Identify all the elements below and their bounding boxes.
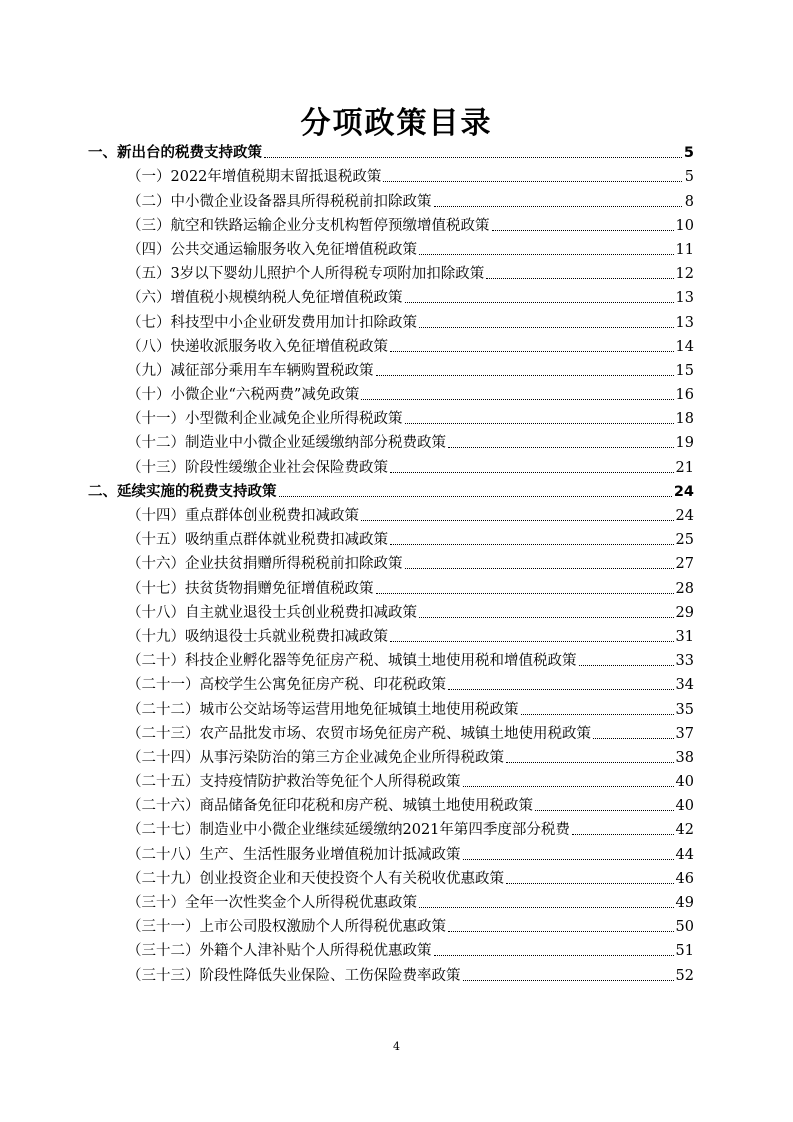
dot-leader <box>390 471 674 473</box>
toc-page-number: 15 <box>675 362 694 379</box>
toc-page-number: 13 <box>675 314 694 331</box>
toc-entry[interactable] <box>88 673 694 697</box>
toc-entry[interactable] <box>88 625 694 649</box>
dot-leader <box>390 350 674 352</box>
toc-page-number: 18 <box>675 411 694 428</box>
toc-entry[interactable] <box>88 794 694 818</box>
toc-entry-label: （六）增值税小规模纳税人免征增值税政策 <box>127 290 403 307</box>
toc-entry-label: （二十五）支持疫情防护救治等免征个人所得税政策 <box>127 774 461 791</box>
toc-entry-label: （十五）吸纳重点群体就业税费扣减政策 <box>127 532 388 549</box>
toc-entry-label: （二十七）制造业中小微企业继续延缓缴纳2021年第四季度部分税费 <box>127 822 570 839</box>
toc-entry[interactable] <box>88 842 694 866</box>
toc-entry-label: （二十八）生产、生活性服务业增值税加计抵减政策 <box>127 846 461 863</box>
toc-entry[interactable] <box>88 165 694 189</box>
toc-page-number: 46 <box>675 870 694 887</box>
toc-entry-label: （五）3岁以下婴幼儿照护个人所得税专项附加扣除政策 <box>127 266 485 283</box>
dot-leader <box>419 906 674 908</box>
toc-page-number: 40 <box>675 774 694 791</box>
toc-entry-label: （二十四）从事污染防治的第三方企业减免企业所得税政策 <box>127 749 504 766</box>
toc-page-number: 12 <box>675 266 694 283</box>
toc-page-number: 19 <box>675 435 694 452</box>
toc-entry-label: （十二）制造业中小微企业延缓缴纳部分税费政策 <box>127 435 446 452</box>
toc-entry[interactable] <box>88 504 694 528</box>
dot-leader <box>376 592 674 594</box>
dot-leader <box>390 543 674 545</box>
dot-leader <box>361 519 674 521</box>
toc-entry-label: （十七）扶贫货物捐赠免征增值税政策 <box>127 580 374 597</box>
dot-leader <box>463 785 674 787</box>
dot-leader <box>419 326 674 328</box>
toc-entry[interactable] <box>88 431 694 455</box>
toc-entry-label: （七）科技型中小企业研发费用加计扣除政策 <box>127 314 417 331</box>
toc-entry-label: （三十二）外籍个人津补贴个人所得税优惠政策 <box>127 943 432 960</box>
toc-page-number: 33 <box>675 653 694 670</box>
toc-page-number: 10 <box>675 217 694 234</box>
toc-entry[interactable] <box>88 335 694 359</box>
toc-entry[interactable] <box>88 552 694 576</box>
toc-entry[interactable] <box>88 891 694 915</box>
dot-leader <box>492 229 674 231</box>
toc-entry[interactable] <box>88 286 694 310</box>
dot-leader <box>264 156 682 158</box>
dot-leader <box>419 253 674 255</box>
table-of-contents <box>88 141 694 988</box>
toc-page-number: 16 <box>675 387 694 404</box>
toc-entry-label: （二十三）农产品批发市场、农贸市场免征房产税、城镇土地使用税政策 <box>127 725 591 742</box>
toc-entry[interactable] <box>88 818 694 842</box>
toc-page-number: 5 <box>684 169 694 186</box>
toc-entry[interactable] <box>88 770 694 794</box>
toc-entry-label: （二十九）创业投资企业和天使投资个人有关税收优惠政策 <box>127 870 504 887</box>
toc-page-number: 52 <box>675 967 694 984</box>
toc-entry[interactable] <box>88 649 694 673</box>
toc-entry-label: （四）公共交通运输服务收入免征增值税政策 <box>127 241 417 258</box>
toc-entry-label: 二、延续实施的税费支持政策 <box>88 483 277 500</box>
dot-leader <box>383 180 682 182</box>
toc-page-number: 13 <box>675 290 694 307</box>
toc-entry[interactable] <box>88 939 694 963</box>
dot-leader <box>279 495 672 497</box>
toc-page-number: 35 <box>675 701 694 718</box>
toc-entry[interactable] <box>88 262 694 286</box>
toc-entry[interactable] <box>88 746 694 770</box>
toc-entry[interactable] <box>88 238 694 262</box>
toc-page-number: 50 <box>675 919 694 936</box>
toc-entry-label: （三）航空和铁路运输企业分支机构暂停预缴增值税政策 <box>127 217 490 234</box>
toc-entry-label: （三十三）阶段性降低失业保险、工伤保险费率政策 <box>127 967 461 984</box>
toc-page-number: 11 <box>675 241 694 258</box>
toc-entry[interactable] <box>88 407 694 431</box>
toc-page-number: 25 <box>675 532 694 549</box>
dot-leader <box>535 809 674 811</box>
dot-leader <box>506 882 674 884</box>
dot-leader <box>506 761 674 763</box>
toc-entry-label: （十八）自主就业退役士兵创业税费扣减政策 <box>127 604 417 621</box>
dot-leader <box>405 301 674 303</box>
dot-leader <box>486 277 673 279</box>
toc-entry[interactable] <box>88 722 694 746</box>
dot-leader <box>593 737 674 739</box>
dot-leader <box>419 616 674 618</box>
toc-entry-label: （二十六）商品储备免征印花税和房产税、城镇土地使用税政策 <box>127 798 533 815</box>
toc-page-number: 28 <box>675 580 694 597</box>
toc-page-number: 24 <box>675 508 694 524</box>
toc-entry-label: （一）2022年增值税期末留抵退税政策 <box>127 169 382 186</box>
toc-entry-label: （九）减征部分乘用车车辆购置税政策 <box>127 362 374 379</box>
toc-entry[interactable] <box>88 310 694 334</box>
toc-entry-label: （十三）阶段性缓缴企业社会保险费政策 <box>127 459 388 476</box>
toc-entry-label: （三十）全年一次性奖金个人所得税优惠政策 <box>127 895 417 911</box>
toc-page-number: 42 <box>675 822 694 839</box>
dot-leader <box>390 640 674 642</box>
toc-entry-label: （二十）科技企业孵化器等免征房产税、城镇土地使用税和增值税政策 <box>127 653 577 670</box>
toc-entry-label: （十）小微企业“六税两费”减免政策 <box>127 387 360 404</box>
dot-leader <box>463 858 674 860</box>
toc-page-number: 8 <box>684 193 694 210</box>
toc-entry[interactable] <box>88 601 694 625</box>
toc-page-number: 31 <box>675 628 694 645</box>
dot-leader <box>434 954 674 956</box>
dot-leader <box>448 688 674 690</box>
footer-page-number: 4 <box>393 1040 400 1053</box>
toc-entry[interactable] <box>88 867 694 891</box>
toc-entry-label: （十四）重点群体创业税费扣减政策 <box>127 508 359 524</box>
toc-entry[interactable] <box>88 697 694 721</box>
toc-page-number: 5 <box>683 145 694 162</box>
dot-leader <box>463 979 674 981</box>
toc-entry[interactable] <box>88 189 694 213</box>
dot-leader <box>361 398 673 400</box>
toc-page-number: 44 <box>675 846 694 863</box>
toc-section-heading[interactable] <box>88 141 694 165</box>
toc-entry[interactable] <box>88 915 694 939</box>
toc-page-number: 14 <box>675 338 694 355</box>
toc-entry-label: （八）快递收派服务收入免征增值税政策 <box>127 338 388 355</box>
dot-leader <box>448 930 674 932</box>
toc-page-number: 37 <box>675 725 694 742</box>
dot-leader <box>448 446 674 448</box>
toc-entry[interactable] <box>88 359 694 383</box>
toc-section-heading[interactable] <box>88 480 694 504</box>
toc-page-number: 34 <box>675 677 694 694</box>
page-title: 分项政策目录 <box>300 106 493 141</box>
toc-entry[interactable] <box>88 963 694 987</box>
toc-page-number: 49 <box>675 895 694 911</box>
toc-page-number: 21 <box>675 459 694 476</box>
dot-leader <box>521 713 674 715</box>
toc-entry-label: （十九）吸纳退役士兵就业税费扣减政策 <box>127 628 388 645</box>
toc-entry-label: （三十一）上市公司股权激励个人所得税优惠政策 <box>127 919 446 936</box>
toc-entry-label: （二十一）高校学生公寓免征房产税、印花税政策 <box>127 677 446 694</box>
dot-leader <box>434 205 683 207</box>
toc-page-number: 51 <box>675 943 694 960</box>
dot-leader <box>572 833 674 835</box>
toc-entry-label: （十六）企业扶贫捐赠所得税税前扣除政策 <box>127 556 403 573</box>
toc-page-number: 38 <box>675 749 694 766</box>
toc-page-number: 27 <box>675 556 694 573</box>
toc-entry[interactable] <box>88 528 694 552</box>
toc-entry[interactable] <box>88 383 694 407</box>
toc-entry[interactable] <box>88 576 694 600</box>
toc-entry[interactable] <box>88 455 694 479</box>
toc-entry-label: （十一）小型微利企业减免企业所得税政策 <box>127 411 403 428</box>
toc-entry-label: （二十二）城市公交站场等运营用地免征城镇土地使用税政策 <box>127 701 519 718</box>
toc-page-number: 29 <box>675 604 694 621</box>
toc-entry[interactable] <box>88 214 694 238</box>
toc-page-number: 40 <box>675 798 694 815</box>
toc-page-number: 24 <box>673 483 694 500</box>
dot-leader <box>405 567 674 569</box>
toc-entry-label: 一、新出台的税费支持政策 <box>88 145 262 162</box>
dot-leader <box>376 374 674 376</box>
dot-leader <box>405 422 674 424</box>
toc-entry-label: （二）中小微企业设备器具所得税税前扣除政策 <box>127 193 432 210</box>
dot-leader <box>579 664 674 666</box>
